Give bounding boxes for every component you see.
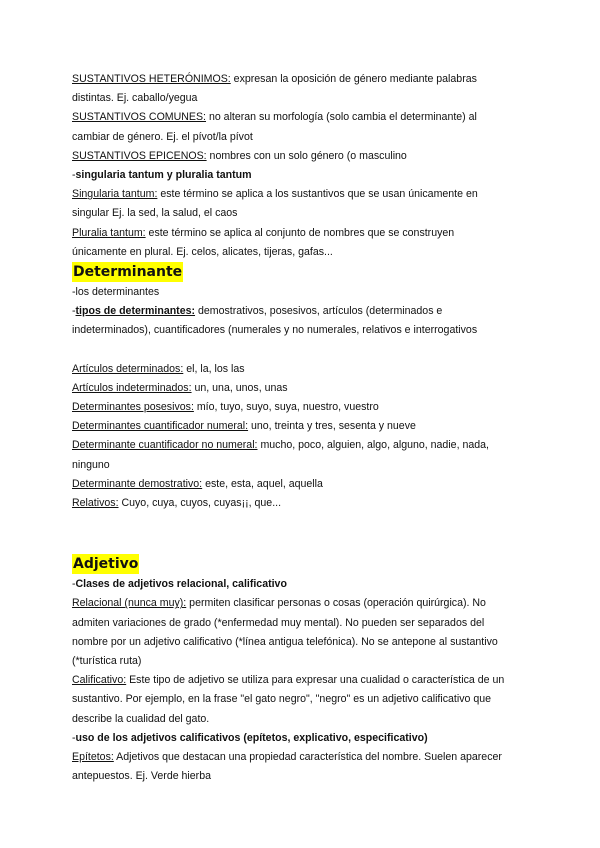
det-item-4 — [72, 436, 532, 455]
det-item-label: Determinantes posesivos: — [72, 401, 194, 414]
comunes-line-2: cambiar de género. Ej. el pívot/la pívot — [72, 130, 253, 143]
det-item-text: uno, treinta y tres, sesenta y nueve — [248, 420, 416, 433]
det-item-text: un, una, unos, unas — [191, 381, 288, 394]
pluralia-line-2: únicamente en plural. Ej. celos, alicates, tijeras, gafas... — [72, 245, 333, 258]
tipos-line-2: indeterminados), cuantificadores (numerales y no numerales, relativos e interrogativos — [72, 324, 478, 337]
clases-line — [72, 575, 532, 594]
clases-prefix: - — [72, 578, 76, 591]
relacional-line-3: nombre por un adjetivo calificativo (*línea antigua telefónica). No se antepone al sustantivo — [72, 635, 498, 648]
det-item-1 — [72, 379, 532, 398]
singularia-header-prefix: - — [72, 169, 76, 182]
heteronimos-line-1 — [72, 70, 532, 89]
tipos-prefix: - — [72, 305, 76, 318]
comunes-text: no alteran su morfología (solo cambia el determinante) al — [206, 111, 477, 124]
det-item-6 — [72, 494, 532, 513]
det-item-5 — [72, 475, 532, 494]
calificativo-line-3: describe la cualidad del gato. — [72, 712, 210, 725]
determinante-line-1: -los determinantes — [72, 286, 160, 299]
tipos-label: tipos de determinantes: — [75, 305, 196, 318]
document-page — [72, 70, 532, 787]
spacer — [72, 532, 532, 554]
spacer — [72, 513, 532, 532]
relacional-text: permiten clasificar personas o cosas (operación quirúrgica). No — [186, 597, 486, 610]
relacional-line-2: admiten variaciones de grado (*enfermedad muy mental). No pueden ser separados del — [72, 616, 485, 629]
epitetos-text: Adjetivos que destacan una propiedad característica del nombre. Suelen aparecer — [113, 751, 502, 764]
singularia-line-2: singular Ej. la sed, la salud, el caos — [72, 207, 238, 220]
det-item-label: Relativos: — [72, 497, 119, 510]
calificativo-line-2: sustantivo. Por ejemplo, en la frase "el gato negro", "negro" es un adjetivo calificativo que — [72, 693, 492, 706]
spacer — [72, 341, 532, 360]
singularia-label: Singularia tantum: — [72, 188, 158, 201]
pluralia-text: este término se aplica al conjunto de nombres que se construyen — [145, 226, 455, 239]
det-item-label: Determinantes cuantificador numeral: — [72, 420, 249, 433]
det-item-3 — [72, 417, 532, 436]
relacional-line-4: (*turística ruta) — [72, 655, 142, 668]
singularia-line-1 — [72, 185, 532, 204]
tipos-line-1 — [72, 302, 532, 321]
det-item-text: mucho, poco, alguien, algo, alguno, nadie, nada, — [257, 439, 489, 452]
comunes-line-1 — [72, 108, 532, 127]
uso-prefix: - — [72, 731, 76, 744]
singularia-header — [72, 166, 532, 185]
heteronimos-label: SUSTANTIVOS HETERÓNIMOS: — [72, 73, 231, 85]
comunes-label: SUSTANTIVOS COMUNES: — [72, 111, 207, 124]
relacional-label: Relacional (nunca muy): — [72, 597, 187, 610]
adjetivo-heading-row — [72, 554, 532, 575]
det-item-text: el, la, los las — [183, 362, 245, 375]
det-item-label: Artículos indeterminados: — [72, 381, 192, 394]
calificativo-label: Calificativo: — [72, 674, 127, 687]
uso-line — [72, 729, 532, 748]
clases-text: Clases de adjetivos relacional, calificativo — [75, 578, 287, 591]
tipos-text: demostrativos, posesivos, artículos (determinados e — [195, 305, 443, 318]
adjetivo-heading: Adjetivo — [73, 556, 139, 573]
calificativo-line-1 — [72, 671, 532, 690]
det-item-text: este, esta, aquel, aquella — [202, 477, 323, 490]
epitetos-line-2: antepuestos. Ej. Verde hierba — [72, 770, 211, 783]
calificativo-text: Este tipo de adjetivo se utiliza para expresar una cualidad o característica de un — [126, 674, 505, 687]
det-item-4-line-2: ninguno — [72, 458, 110, 471]
uso-text: uso de los adjetivos calificativos (epítetos, explicativo, especificativo) — [75, 731, 428, 744]
relacional-line-1 — [72, 594, 532, 613]
det-item-label: Determinante demostrativo: — [72, 477, 203, 490]
epicenos-line — [72, 147, 532, 166]
det-item-2 — [72, 398, 532, 417]
heteronimos-line-2: distintas. Ej. caballo/yegua — [72, 92, 198, 105]
epicenos-text: nombres con un solo género (o masculino — [206, 149, 407, 162]
det-item-0 — [72, 360, 532, 379]
det-item-label: Determinante cuantificador no numeral: — [72, 439, 258, 452]
heteronimos-text: expresan la oposición de género mediante palabras — [230, 73, 477, 85]
determinante-heading-row — [72, 262, 532, 283]
pluralia-label: Pluralia tantum: — [72, 226, 146, 239]
epitetos-line-1 — [72, 748, 532, 767]
determinante-heading: Determinante — [73, 264, 183, 281]
det-item-text: Cuyo, cuya, cuyos, cuyas¡¡, que... — [118, 497, 282, 510]
epicenos-label: SUSTANTIVOS EPICENOS: — [72, 149, 207, 162]
det-item-label: Artículos determinados: — [72, 362, 184, 375]
pluralia-line-1 — [72, 224, 532, 243]
singularia-header-text: singularia tantum y pluralia tantum — [75, 169, 252, 182]
det-item-text: mío, tuyo, suyo, suya, nuestro, vuestro — [193, 401, 379, 414]
singularia-text: este término se aplica a los sustantivos que se usan únicamente en — [157, 188, 478, 201]
epitetos-label: Epítetos: — [72, 751, 114, 764]
